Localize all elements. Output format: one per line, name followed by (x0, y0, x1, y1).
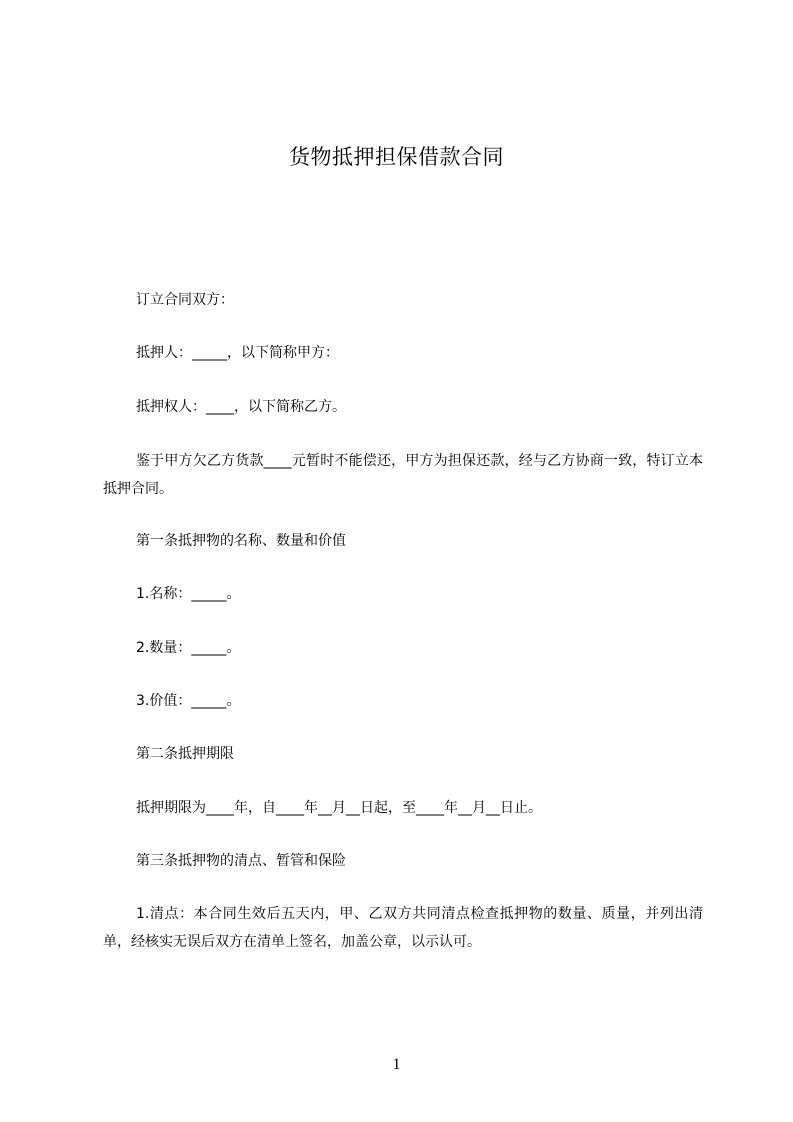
paragraph-contract-parties: 订立合同双方： (136, 292, 234, 308)
article-1-item-name: 1.名称：_____。 (136, 586, 241, 602)
paragraph-mortgagee: 抵押权人：____，以下简称乙方。 (136, 399, 346, 415)
document-title: 货物抵押担保借款合同 (289, 145, 504, 169)
article-1-heading: 第一条抵押物的名称、数量和价值 (136, 533, 346, 549)
article-1-item-value: 3.价值：_____。 (136, 693, 241, 709)
paragraph-mortgagor: 抵押人：_____，以下简称甲方： (136, 345, 339, 361)
article-3-heading: 第三条抵押物的清点、暂管和保险 (136, 853, 346, 869)
article-2-heading: 第二条抵押期限 (136, 746, 234, 762)
page-number: 1 (392, 1056, 401, 1073)
article-2-term: 抵押期限为____年，自____年__月__日起，至____年__月__日止。 (136, 800, 542, 816)
article-3-item-inventory: 1.清点：本合同生效后五天内，甲、乙双方共同清点检查抵押物的数量、质量，并列出清单，经核实无误后双方在清单上签名，加盖公章，以示认可。 (103, 906, 703, 950)
paragraph-recital: 鉴于甲方欠乙方货款____元暂时不能偿还，甲方为担保还款，经与乙方协商一致，特订立本抵押合同。 (103, 453, 703, 497)
article-1-item-quantity: 2.数量：_____。 (136, 640, 241, 656)
